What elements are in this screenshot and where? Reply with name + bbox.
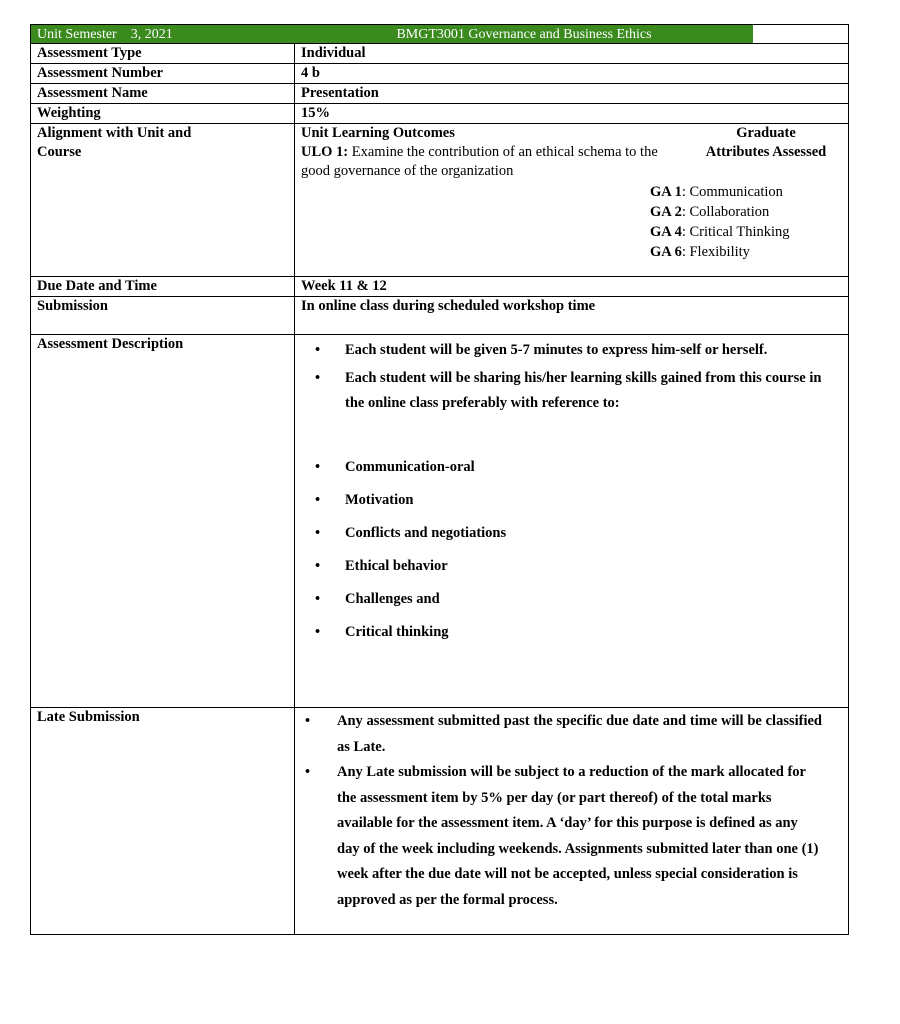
assessment-type-value: Individual [295,44,849,64]
unit-title: BMGT3001 Governance and Business Ethics [295,25,753,44]
assessment-name-label: Assessment Name [31,84,295,104]
due-date-label: Due Date and Time [31,277,295,297]
table-row [31,104,849,124]
alignment-label-line2: Course [37,144,82,160]
list-item: • Ethical behavior [315,558,448,574]
ulo-heading: Unit Learning Outcomes [301,125,455,141]
bullet-icon: • [315,525,321,541]
description-cell [295,335,849,708]
list-item: • Critical thinking [315,624,449,640]
ulo-code: ULO 1: [301,144,349,160]
description-intro-list [301,338,842,416]
table-row [31,64,849,84]
due-date-value: Week 11 & 12 [295,277,849,297]
alignment-cell [295,124,849,277]
ga-code: GA 1 [650,184,682,200]
table-row [31,277,849,297]
assessment-table [30,43,849,935]
list-item: • Communication-oral [315,459,475,475]
alignment-label-line1: Alignment with Unit and [37,125,192,141]
ulo-description: Examine the contribution of an ethical schema to the good governance of the organization [301,144,658,179]
ga-name: : Flexibility [681,244,750,260]
description-topics-list [301,457,842,642]
assessment-number-value: 4 b [295,64,849,84]
list-item [650,182,790,202]
table-row [31,335,849,708]
table-row [31,44,849,64]
bullet-icon: • [305,764,311,780]
list-item [650,222,790,242]
submission-label: Submission [31,297,295,335]
alignment-label [31,124,295,277]
list-item [650,242,790,262]
list-item: • Motivation [315,492,414,508]
ga-name: : Communication [681,184,783,200]
bullet-icon: • [315,591,321,607]
assessment-name-value: Presentation [295,84,849,104]
list-item: • Challenges and [315,591,440,607]
ga-code: GA 2 [650,204,682,220]
ga-heading-line2: Attributes Assessed [705,144,827,160]
late-submission-label: Late Submission [31,708,295,935]
assessment-type-label: Assessment Type [31,44,295,64]
table-row [31,124,849,277]
table-row [31,297,849,335]
ga-code: GA 4 [650,224,682,240]
weighting-value: 15% [295,104,849,124]
bullet-icon: • [305,713,311,729]
bullet-icon: • [315,370,321,386]
unit-semester: Unit Semester 3, 2021 [31,25,295,44]
submission-value: In online class during scheduled workshop time [295,297,849,335]
assessment-number-label: Assessment Number [31,64,295,84]
list-item: • Any Late submission will be subject to a reduction of the mark allocated for the assessment item by 5% per day (or part thereof) of the total marks available for the assessment item. A ‘day’ for this purpose is defined as any day of the week including weekends. Assignments submitted later than one (1) week after the due date will not be accepted, unless special consideration is approved as per the formal process. [301,760,822,913]
list-item: • Any assessment submitted past the specific due date and time will be classified as Late. [301,709,822,760]
ga-heading [696,124,836,162]
bullet-icon: • [315,558,321,574]
bullet-icon: • [315,492,321,508]
bullet-icon: • [315,342,321,358]
table-row [31,84,849,104]
ga-heading-line1: Graduate [736,125,796,141]
late-submission-list [301,709,822,913]
table-row [31,708,849,935]
weighting-label: Weighting [31,104,295,124]
description-label: Assessment Description [31,335,295,708]
list-item [650,202,790,222]
ga-name: : Critical Thinking [681,224,790,240]
list-item: • Each student will be sharing his/her learning skills gained from this course in the online class preferably with reference to: [301,366,842,416]
ulo-1 [301,143,661,181]
assessment-sheet [30,24,849,953]
list-item: • Conflicts and negotiations [315,525,507,541]
ga-code: GA 6 [650,244,682,260]
bullet-icon: • [315,459,321,475]
ga-list [650,182,790,262]
late-submission-cell [295,708,849,935]
ga-name: : Collaboration [681,204,770,220]
unit-header [30,24,849,44]
bullet-icon: • [315,624,321,640]
list-item: • Each student will be given 5-7 minutes to express him-self or herself. [301,338,842,363]
